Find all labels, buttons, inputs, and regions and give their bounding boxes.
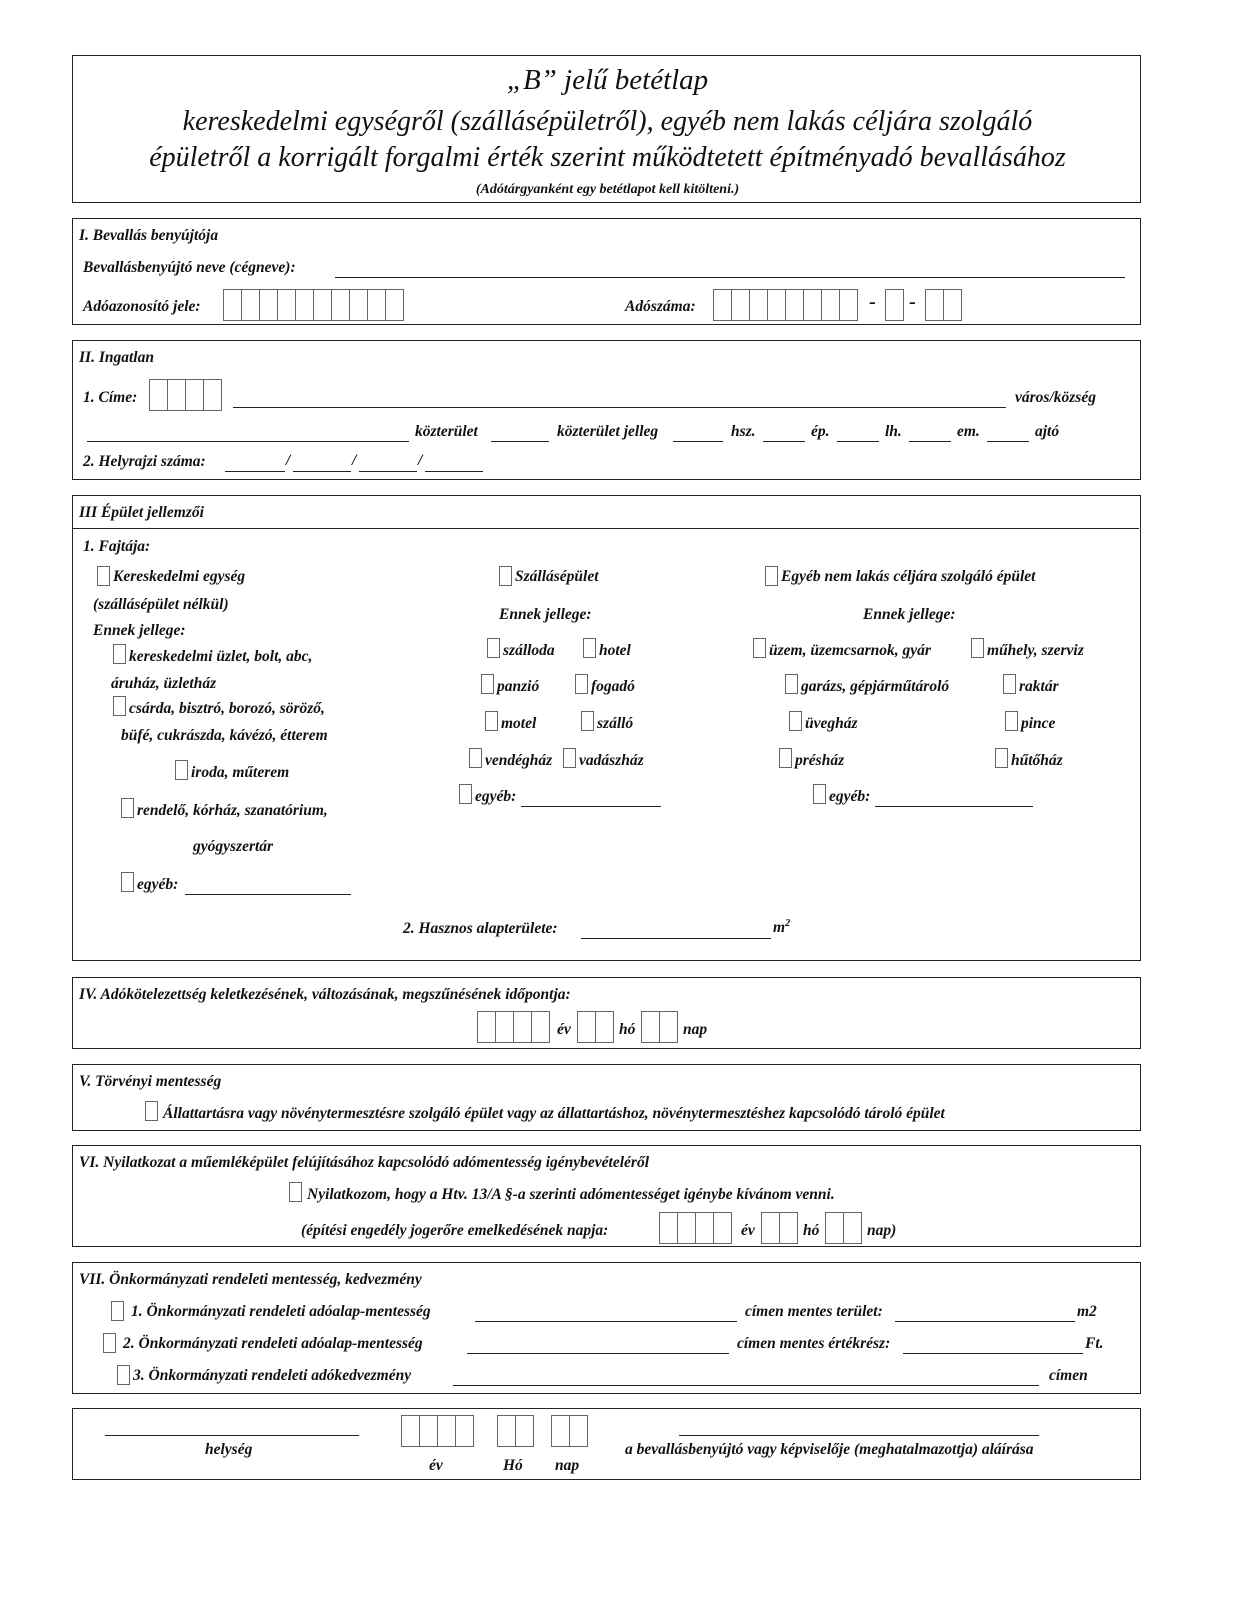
checkbox-fogado[interactable] [575,674,588,694]
section-heading: II. Ingatlan [79,349,154,366]
parcel-field-1[interactable] [225,471,285,472]
checkbox-raktar[interactable] [1003,674,1016,694]
section-heading: I. Bevallás benyújtója [79,227,219,244]
checkbox-monument-exemption[interactable] [289,1182,302,1202]
commercial-unit-sub: (szállásépület nélkül) [93,596,229,613]
uveghaz-label: üvegház [805,715,858,732]
monument-statement: Nyilatkozom, hogy a Htv. 13/A §-a szerinti adómentességet igénybe kívánom venni. [307,1186,835,1203]
permit-month-boxes[interactable] [761,1212,797,1244]
agricultural-building-label: Állattartásra vagy növénytermesztésre szolgáló épület vagy az állattartáshoz, növénytermesztéshez kapcsolódó tároló épület [163,1105,945,1122]
permit-year-boxes[interactable] [659,1212,731,1244]
form-note: (Adótárgyanként egy betétlapot kell kitölteni.) [475,182,740,197]
area-field[interactable] [581,938,771,939]
form-subtitle-2: épületről a korrigált forgalmi érték szerint működtetett építményadó bevallásához [149,142,1066,173]
section-tax-date [72,977,1141,1049]
checkbox-local-exemption-1[interactable] [111,1301,124,1321]
checkbox-accommodation[interactable] [499,566,512,586]
vendeghaz-label: vendégház [485,752,553,769]
parcel-label: 2. Helyrajzi száma: [83,453,206,470]
checkbox-agricultural-building[interactable] [145,1101,158,1121]
local-discount-label: 3. Önkormányzati rendeleti adókedvezmény [133,1367,412,1384]
staircase-label: lh. [885,423,902,440]
checkbox-vendeghaz[interactable] [469,748,482,768]
section-signature [72,1408,1141,1480]
checkbox-office[interactable] [175,760,188,780]
checkbox-pince[interactable] [1005,711,1018,731]
tax-number-label: Adószáma: [625,298,696,315]
vadaszhaz-label: vadászház [579,752,644,769]
zip-code-boxes[interactable] [149,379,221,411]
other-building-label: Egyéb nem lakás céljára szolgáló épület [781,568,1036,585]
submitter-name-field[interactable] [335,277,1125,278]
clinic-label-1: rendelő, kórház, szanatórium, [137,802,328,819]
checkbox-uveghaz[interactable] [789,711,802,731]
hutohaz-label: hűtőház [1011,752,1063,769]
local-discount-end: címen [1049,1367,1088,1384]
section-building [72,495,1141,961]
signature-label: a bevallásbenyújtó vagy képviselője (meghatalmazottja) aláírása [625,1441,1034,1458]
address-label: 1. Címe: [83,389,138,406]
panzio-label: panzió [497,678,540,695]
floor-field[interactable] [909,441,951,442]
street-type-label: közterület jelleg [557,423,659,440]
tax-number-vat-box[interactable] [885,289,903,321]
preshaz-label: présház [795,752,845,769]
place-label: helység [205,1441,253,1458]
motel-label: motel [501,715,537,732]
floor-label: em. [957,423,980,440]
checkbox-garazs[interactable] [785,674,798,694]
date-month-label: hó [619,1021,636,1038]
area-label: 2. Hasznos alapterülete: [403,920,558,937]
accommodation-other-field[interactable] [521,806,661,807]
shop-label-1: kereskedelmi üzlet, bolt, abc, [129,648,313,665]
submitter-name-label: Bevallásbenyújtó neve (cégneve): [83,259,296,276]
clinic-label-2: gyógyszertár [193,838,274,855]
commercial-other-field[interactable] [185,894,351,895]
local-exemption-2-field[interactable] [467,1353,729,1354]
local-exemption-2-unit: Ft. [1085,1335,1104,1352]
office-label: iroda, műterem [191,764,290,781]
checkbox-panzio[interactable] [481,674,494,694]
raktar-label: raktár [1019,678,1059,695]
checkbox-muhely[interactable] [971,638,984,658]
section-submitter [72,218,1141,325]
checkbox-szallo[interactable] [581,711,594,731]
commercial-other-label: egyéb: [137,876,179,893]
date-month-boxes[interactable] [577,1011,613,1043]
local-exemption-1-unit: m2 [1077,1303,1097,1320]
date-year-boxes[interactable] [477,1011,549,1043]
form-title: „B” jelű betétlap [506,64,709,96]
permit-date-label: (építési engedély jogerőre emelkedésének napja: [301,1222,609,1239]
door-label: ajtó [1035,423,1060,440]
type-label: 1. Fajtája: [83,538,151,555]
staircase-field[interactable] [837,441,879,442]
local-exemption-2-label: 2. Önkormányzati rendeleti adóalap-mentesség [123,1335,423,1352]
section-heading: VII. Önkormányzati rendeleti mentesség, kedvezmény [79,1271,422,1288]
accommodation-nature-label: Ennek jellege: [499,606,592,623]
other-building-nature-label: Ennek jellege: [863,606,956,623]
sign-year-label: év [429,1457,443,1474]
checkbox-local-exemption-2[interactable] [103,1333,116,1353]
pince-label: pince [1021,715,1056,732]
door-field[interactable] [987,441,1029,442]
section-monument-declaration [72,1145,1141,1247]
checkbox-other-building-other[interactable] [813,784,826,804]
building-field[interactable] [763,441,805,442]
tax-id-boxes[interactable] [223,289,403,321]
restaurant-label-1: csárda, bisztró, borozó, söröző, [129,700,325,717]
checkbox-vadaszhaz[interactable] [563,748,576,768]
city-field[interactable] [233,407,1006,408]
local-exemption-1-area-field[interactable] [895,1321,1075,1322]
section-heading: IV. Adókötelezettség keletkezésének, változásának, megszűnésének időpontja: [79,986,571,1003]
permit-month-label: hó [803,1222,820,1239]
parcel-slash-3: / [418,452,423,469]
tax-number-dash-2: - [909,291,916,313]
local-discount-field[interactable] [453,1385,1039,1386]
checkbox-motel[interactable] [485,711,498,731]
street-type-field[interactable] [491,441,549,442]
sign-day-label: nap [555,1457,580,1474]
checkbox-hutohaz[interactable] [995,748,1008,768]
tax-id-label: Adóazonosító jele: [83,298,201,315]
section-heading: V. Törvényi mentesség [79,1073,222,1090]
tax-number-dash-1: - [869,291,876,313]
commercial-unit-label: Kereskedelmi egység [113,568,246,585]
section-heading: III Épület jellemzői [79,504,204,521]
hotel-label: hotel [599,642,631,659]
house-number-label: hsz. [731,423,756,440]
checkbox-accommodation-other[interactable] [459,784,472,804]
section-heading-divider [73,528,1139,529]
szallo-label: szálló [597,715,634,732]
section-statutory-exemption [72,1064,1141,1131]
checkbox-hotel[interactable] [583,638,596,658]
place-field[interactable] [105,1435,359,1436]
sign-month-label: Hó [503,1457,523,1474]
local-exemption-1-label: 1. Önkormányzati rendeleti adóalap-mentesség [131,1303,431,1320]
local-exemption-2-value-field[interactable] [903,1353,1083,1354]
tax-number-county-boxes[interactable] [925,289,961,321]
uzem-label: üzem, üzemcsarnok, gyár [769,642,931,659]
accommodation-label: Szállásépület [515,568,599,585]
signature-field[interactable] [679,1435,1039,1436]
section-property [72,340,1141,480]
building-label: ép. [811,423,830,440]
checkbox-uzem[interactable] [753,638,766,658]
parcel-field-4[interactable] [425,471,483,472]
parcel-field-2[interactable] [293,471,351,472]
area-unit: $m^2$ [773,918,791,937]
commercial-nature-label: Ennek jellege: [93,622,186,639]
checkbox-commercial-other[interactable] [121,872,134,892]
street-label: közterület [415,423,478,440]
checkbox-other-building[interactable] [765,566,778,586]
permit-year-label: év [741,1222,755,1239]
checkbox-szalloda[interactable] [487,638,500,658]
sign-year-boxes[interactable] [401,1415,473,1447]
checkbox-local-discount[interactable] [117,1365,130,1385]
local-exemption-1-mid: címen mentes terület: [745,1303,883,1320]
muhely-label: műhely, szerviz [987,642,1084,659]
section-local-exemption [72,1262,1141,1394]
sign-month-boxes[interactable] [497,1415,533,1447]
date-day-boxes[interactable] [641,1011,677,1043]
other-building-other-label: egyéb: [829,788,871,805]
date-day-label: nap [683,1021,708,1038]
sign-day-boxes[interactable] [551,1415,587,1447]
street-field[interactable] [87,441,409,442]
other-building-other-field[interactable] [875,806,1033,807]
checkbox-shop[interactable] [113,644,126,664]
header-box [72,55,1141,203]
tax-number-boxes[interactable] [713,289,857,321]
section-heading: VI. Nyilatkozat a műemléképület felújításához kapcsolódó adómentesség igénybevételéről [79,1154,650,1171]
garazs-label: garázs, gépjárműtároló [801,678,950,695]
fogado-label: fogadó [591,678,635,695]
szalloda-label: szálloda [503,642,555,659]
house-number-field[interactable] [673,441,723,442]
shop-label-2: áruház, üzletház [111,675,217,692]
city-label: város/község [1015,389,1096,406]
checkbox-restaurant[interactable] [113,696,126,716]
checkbox-commercial-unit[interactable] [97,566,110,586]
accommodation-other-label: egyéb: [475,788,517,805]
local-exemption-1-field[interactable] [475,1321,737,1322]
parcel-slash-2: / [352,452,357,469]
local-exemption-2-mid: címen mentes értékrész: [737,1335,891,1352]
checkbox-preshaz[interactable] [779,748,792,768]
checkbox-clinic[interactable] [121,798,134,818]
permit-day-boxes[interactable] [825,1212,861,1244]
parcel-field-3[interactable] [359,471,417,472]
permit-day-label: nap) [867,1222,897,1239]
form-subtitle-1: kereskedelmi egységről (szállásépületről), egyéb nem lakás céljára szolgáló [182,106,1033,137]
parcel-slash-1: / [286,452,291,469]
restaurant-label-2: büfé, cukrászda, kávézó, étterem [121,727,328,744]
date-year-label: év [557,1021,571,1038]
